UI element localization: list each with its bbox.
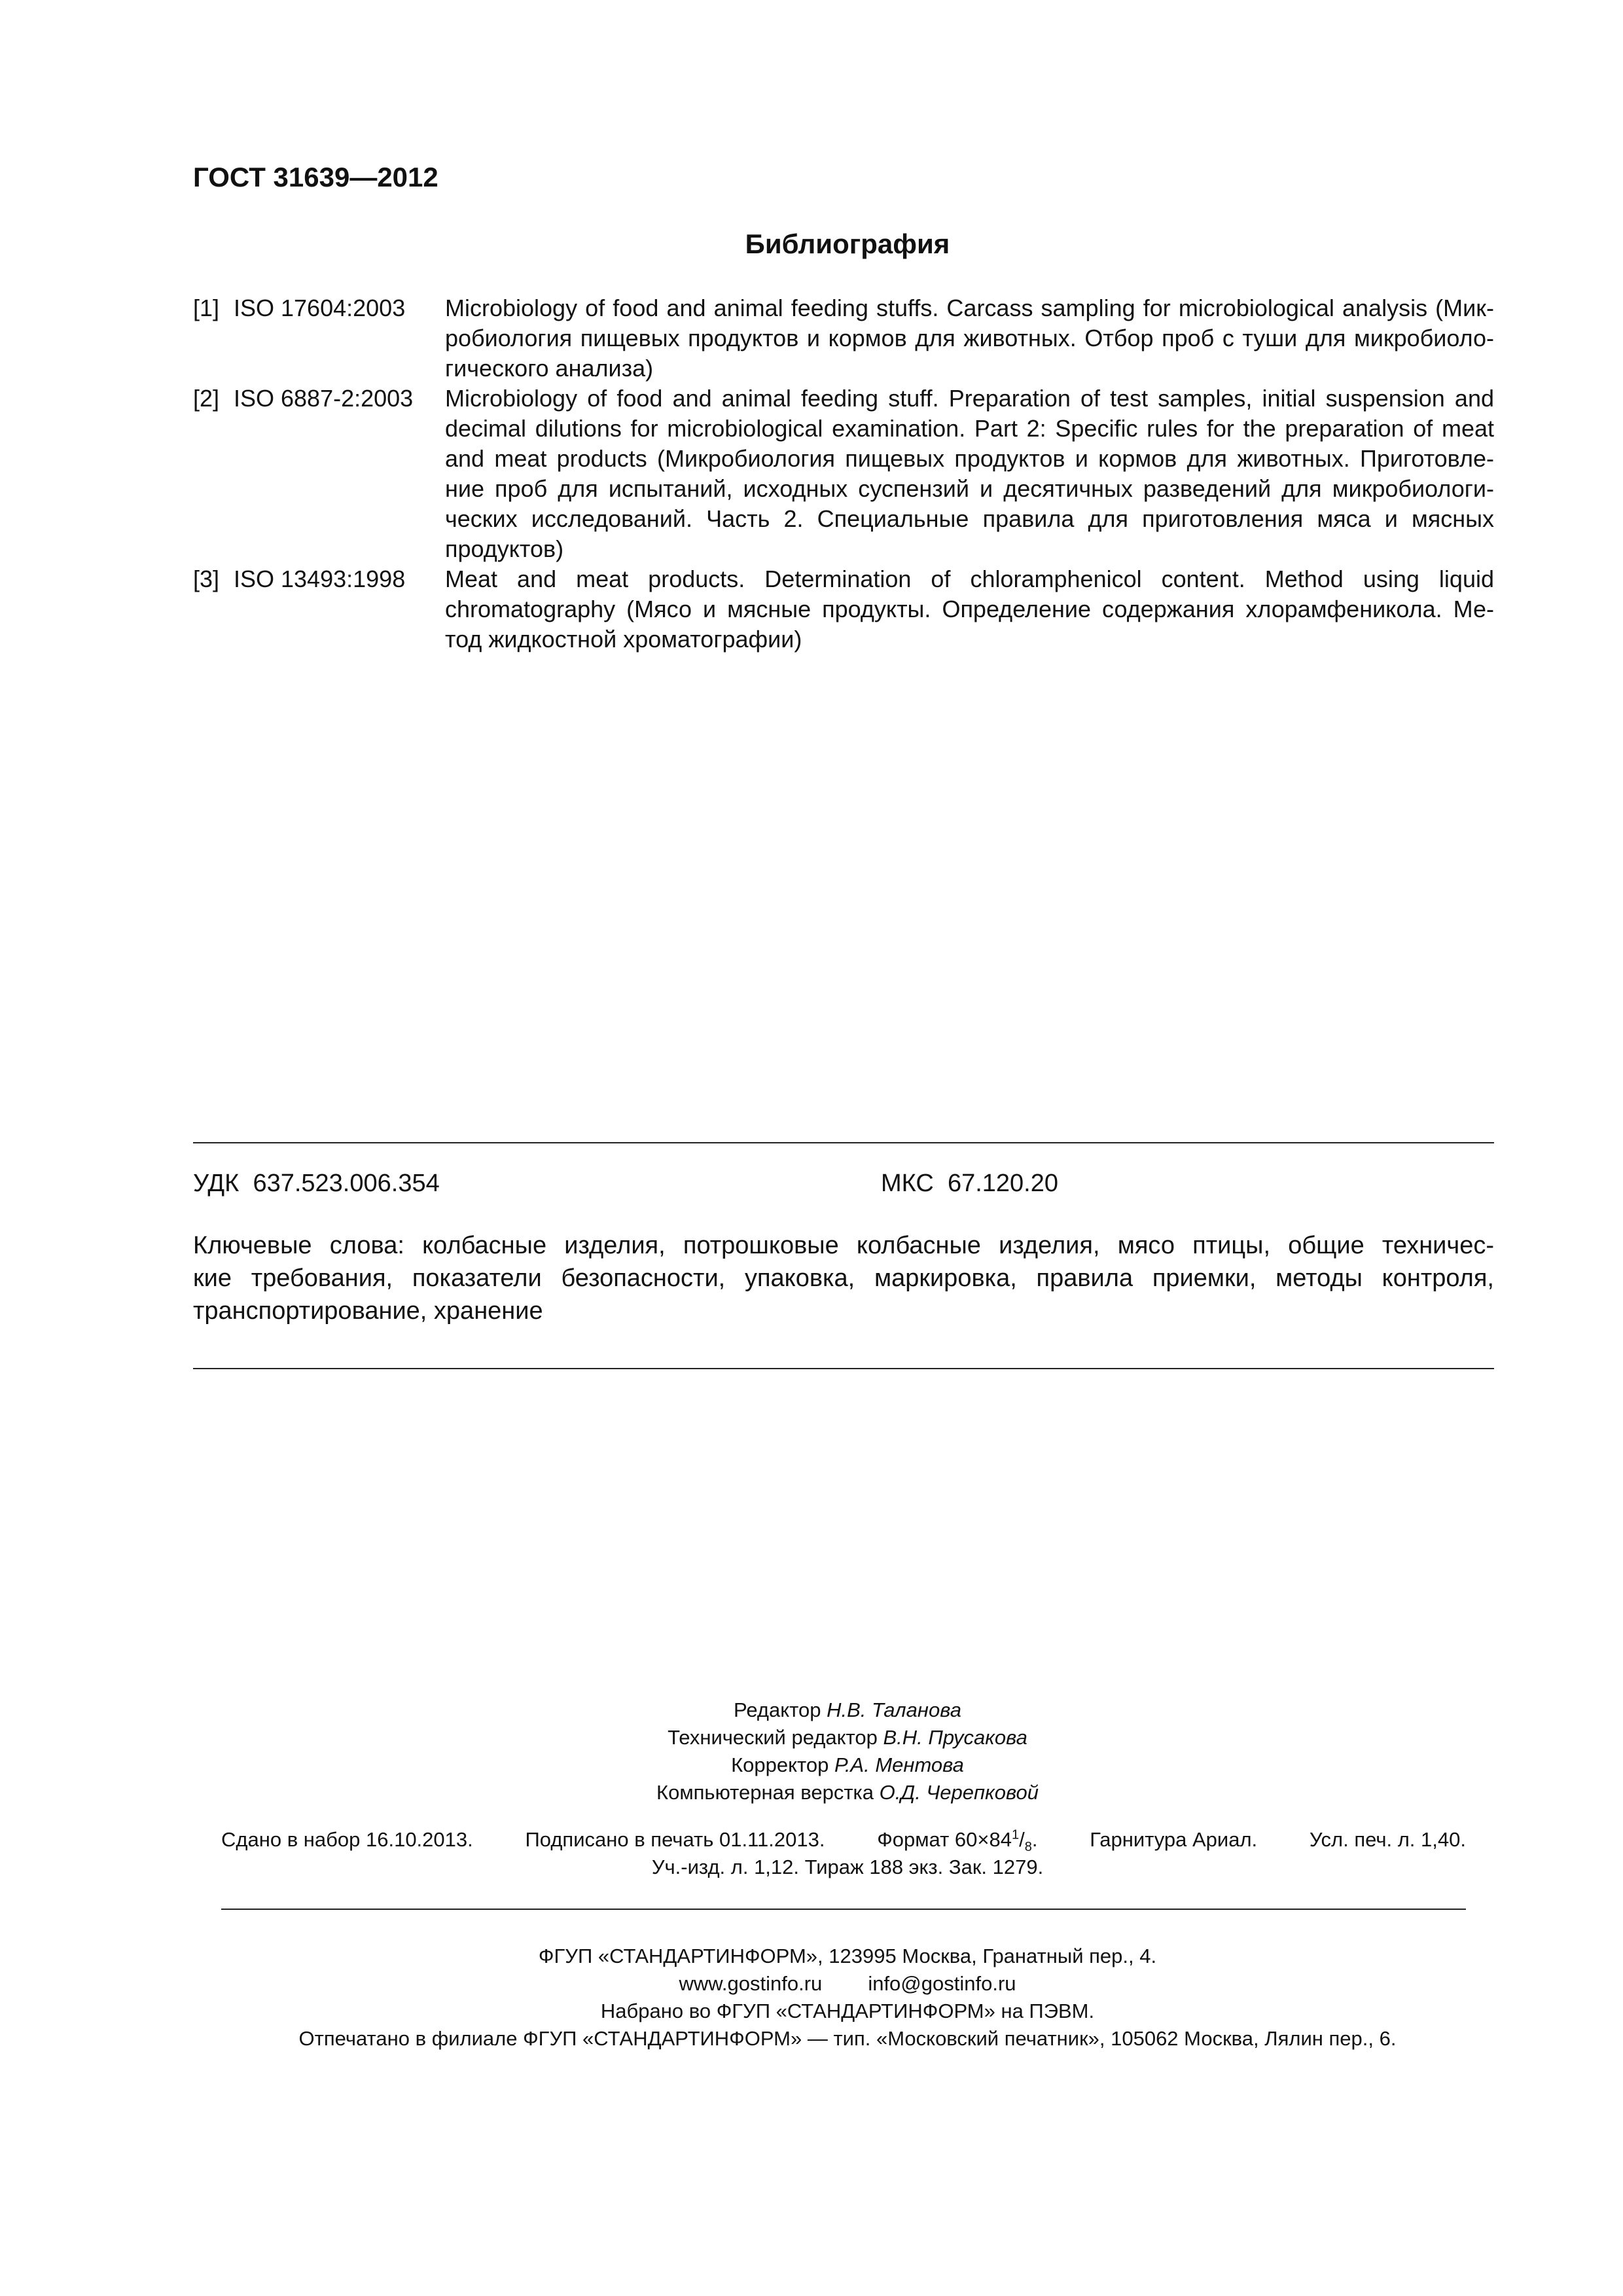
mks-label: МКС (881, 1170, 934, 1197)
keywords-line: Ключевые слова: колбасные изделия, потрошковые колбасные изделия, мясо птицы, общие техничес- (193, 1232, 1494, 1259)
imprint-format: Формат $60\times 84^1/_8$. (877, 1827, 1038, 1855)
reference-standard: ISO 6887-2:2003 (234, 385, 414, 412)
staff-role: Редактор (734, 1698, 821, 1721)
reference-line: Microbiology of food and animal feeding stuff. Preparation of test samples, initial suspension and (445, 385, 1494, 412)
reference-number: [3] (193, 565, 220, 592)
reference-line: продуктов) (445, 535, 564, 562)
reference-line: Meat and meat products. Determination of chloramphenicol content. Method using liquid (445, 565, 1494, 592)
reference-line: decimal dilutions for microbiological examination. Part 2: Specific rules for the preparation of meat (445, 415, 1494, 442)
staff-name: В.Н. Прусакова (883, 1726, 1027, 1749)
udk-code (193, 1167, 440, 1200)
publisher-email: info@gostinfo.ru (868, 1972, 1016, 1995)
reference-description (445, 384, 1494, 564)
bibliography-title: Библиография (745, 228, 950, 259)
staff-corrector (0, 1751, 1623, 1778)
staff-role: Корректор (731, 1753, 829, 1776)
reference-number: [1] (193, 295, 220, 321)
imprint-typeface: Гарнитура Ариал. (1090, 1828, 1258, 1851)
imprint-signed: Подписано в печать 01.11.2013. (525, 1828, 825, 1851)
divider (221, 1909, 1466, 1910)
reference-line: ческих исследований. Часть 2. Специальные правила для приготовления мяса и мясных (445, 505, 1494, 532)
reference-standard: ISO 13493:1998 (234, 565, 406, 592)
keywords-line: транспортирование, хранение (193, 1297, 543, 1325)
reference-line: Microbiology of food and animal feeding stuffs. Carcass sampling for microbiological analysis (Мик- (445, 295, 1494, 321)
publisher-contacts (0, 1970, 1623, 1997)
publisher-typeset: Набрано во ФГУП «СТАНДАРТИНФОРМ» на ПЭВМ. (600, 2000, 1095, 2022)
imprint-print-sheets: Усл. печ. л. 1,40. (1309, 1828, 1466, 1851)
mks-code (881, 1167, 1058, 1200)
document-code: ГОСТ 31639—2012 (193, 162, 438, 192)
imprint-line (221, 1826, 1466, 1853)
reference-line: and meat products (Микробиология пищевых продуктов и кормов для животных. Приготовле- (445, 445, 1494, 472)
staff-name: Р.А. Ментова (834, 1753, 964, 1776)
publisher-address: ФГУП «СТАНДАРТИНФОРМ», 123995 Москва, Гранатный пер., 4. (538, 1945, 1157, 1967)
staff-tech-editor (0, 1724, 1623, 1751)
reference-description (445, 293, 1494, 384)
keywords-line: кие требования, показатели безопасности, упаковка, маркировка, правила приемки, методы контроля, (193, 1265, 1494, 1292)
imprint-line-2: Уч.-изд. л. 1,12. Тираж 188 экз. Зак. 1279. (651, 1856, 1044, 1878)
reference-description (445, 564, 1494, 655)
publisher-website: www.gostinfo.ru (679, 1972, 823, 1995)
staff-layout (0, 1779, 1623, 1806)
keywords (193, 1229, 1494, 1327)
reference-line: гического анализа) (445, 355, 654, 382)
reference-line: ние проб для испытаний, исходных суспензий и десятичных разведений для микробиологи- (445, 475, 1494, 502)
reference-number: [2] (193, 385, 220, 412)
reference-line: робиология пищевых продуктов и кормов для животных. Отбор проб с туши для микробиоло- (445, 325, 1494, 351)
mks-value: 67.120.20 (947, 1170, 1058, 1197)
staff-name: О.Д. Черепковой (879, 1781, 1039, 1804)
publisher-printed: Отпечатано в филиале ФГУП «СТАНДАРТИНФОРМ» — тип. «Московский печатник», 105062 Москва, Лялин пер., 6. (298, 2027, 1397, 2050)
reference-standard: ISO 17604:2003 (234, 295, 406, 321)
reference-line: chromatography (Мясо и мясные продукты. Определение содержания хлорамфеникола. Ме- (445, 596, 1494, 622)
reference-line: тод жидкостной хроматографии) (445, 626, 802, 653)
divider (193, 1142, 1494, 1143)
udk-value: 637.523.006.354 (253, 1170, 440, 1197)
imprint-submitted: Сдано в набор 16.10.2013. (221, 1828, 473, 1851)
staff-name: Н.В. Таланова (827, 1698, 961, 1721)
staff-role: Технический редактор (668, 1726, 878, 1749)
staff-editor (0, 1696, 1623, 1723)
staff-role: Компьютерная верстка (656, 1781, 874, 1804)
udk-label: УДК (193, 1170, 240, 1197)
divider (193, 1368, 1494, 1369)
